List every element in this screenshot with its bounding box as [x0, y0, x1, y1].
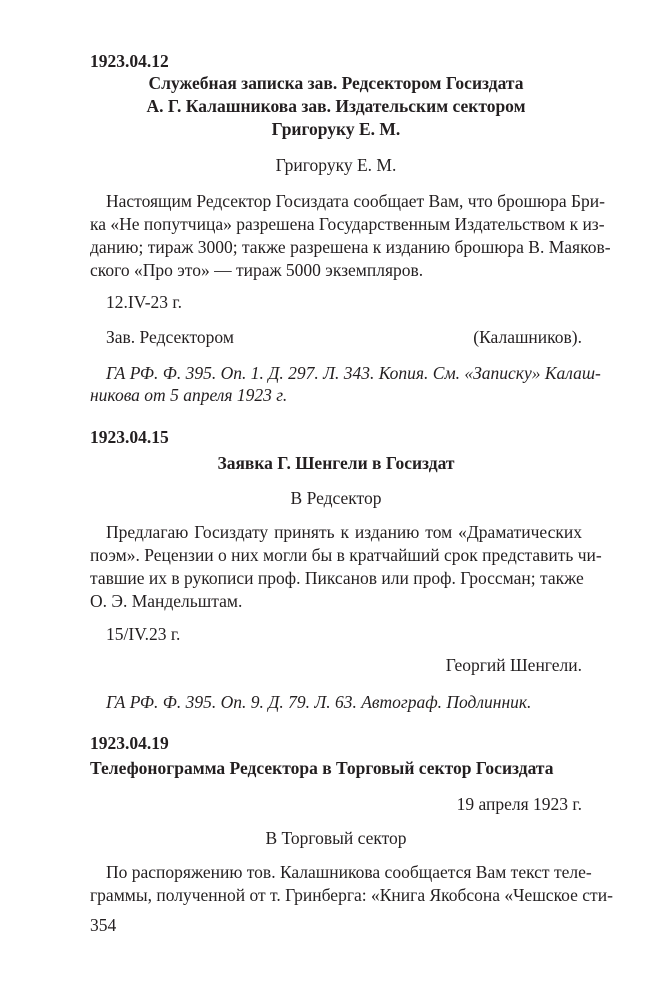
entry-2-body-line-2: поэм». Рецензии о них могли бы в кратчайший срок представить чи-: [90, 545, 602, 565]
entry-1-date: 1923.04.12: [90, 51, 169, 71]
entry-1-source-line-2: никова от 5 апреля 1923 г.: [90, 385, 288, 405]
entry-2-addressee: В Редсектор: [290, 488, 382, 508]
entry-1-signature-role: Зав. Редсектором: [106, 327, 234, 347]
entry-2-body-line-1: Предлагаю Госиздату принять к изданию том «Драматических: [106, 522, 582, 542]
entry-2-title-line-1: Заявка Г. Шенгели в Госиздат: [217, 453, 455, 473]
entry-3-addressee: В Торговый сектор: [265, 828, 407, 848]
entry-2-source-line-1: ГА РФ. Ф. 395. Оп. 9. Д. 79. Л. 63. Автограф. Подлинник.: [106, 692, 532, 712]
entry-1-body-line-2: ка «Не попутчица» разрешена Государственным Издательством к из-: [90, 214, 605, 234]
entry-3-body-line-2: граммы, полученной от т. Гринберга: «Книга Якобсона «Чешское сти-: [90, 885, 613, 905]
entry-3-dateline: 19 апреля 1923 г.: [456, 794, 582, 814]
entry-1-signature-name: (Калашников).: [473, 327, 582, 347]
entry-2-date: 1923.04.15: [90, 427, 169, 447]
entry-1-dateline: 12.IV-23 г.: [106, 292, 183, 312]
entry-1-title-line-2: А. Г. Калашникова зав. Издательским сектором: [146, 96, 526, 116]
entry-2-body-line-3: тавшие их в рукописи проф. Пиксанов или проф. Гроссман; также: [90, 568, 584, 588]
entry-1-title-line-3: Григоруку Е. М.: [271, 119, 401, 139]
entry-1-source-line-1: ГА РФ. Ф. 395. Оп. 1. Д. 297. Л. 343. Копия. См. «Записку» Калаш-: [106, 363, 601, 383]
entry-1-body-line-3: данию; тираж 3000; также разрешена к изданию брошюра В. Маяков-: [90, 237, 611, 257]
entry-2-body-line-4: О. Э. Мандельштам.: [90, 591, 243, 611]
entry-2-signature-name: Георгий Шенгели.: [445, 655, 582, 675]
entry-1-body-line-4: ского «Про это» — тираж 5000 экземпляров.: [90, 260, 424, 280]
entry-2-dateline: 15/IV.23 г.: [106, 624, 181, 644]
entry-1-body-line-1: Настоящим Редсектор Госиздата сообщает Вам, что брошюра Бри-: [106, 191, 605, 211]
entry-3-date: 1923.04.19: [90, 733, 169, 753]
page-number: 354: [90, 915, 117, 935]
entry-3-body-line-1: По распоряжению тов. Калашникова сообщается Вам текст теле-: [106, 862, 592, 882]
entry-1-addressee: Григоруку Е. М.: [275, 155, 397, 175]
entry-1-title-line-1: Служебная записка зав. Редсектором Госиздата: [148, 73, 524, 93]
entry-3-title-line-1: Телефонограмма Редсектора в Торговый сектор Госиздата: [90, 758, 554, 778]
